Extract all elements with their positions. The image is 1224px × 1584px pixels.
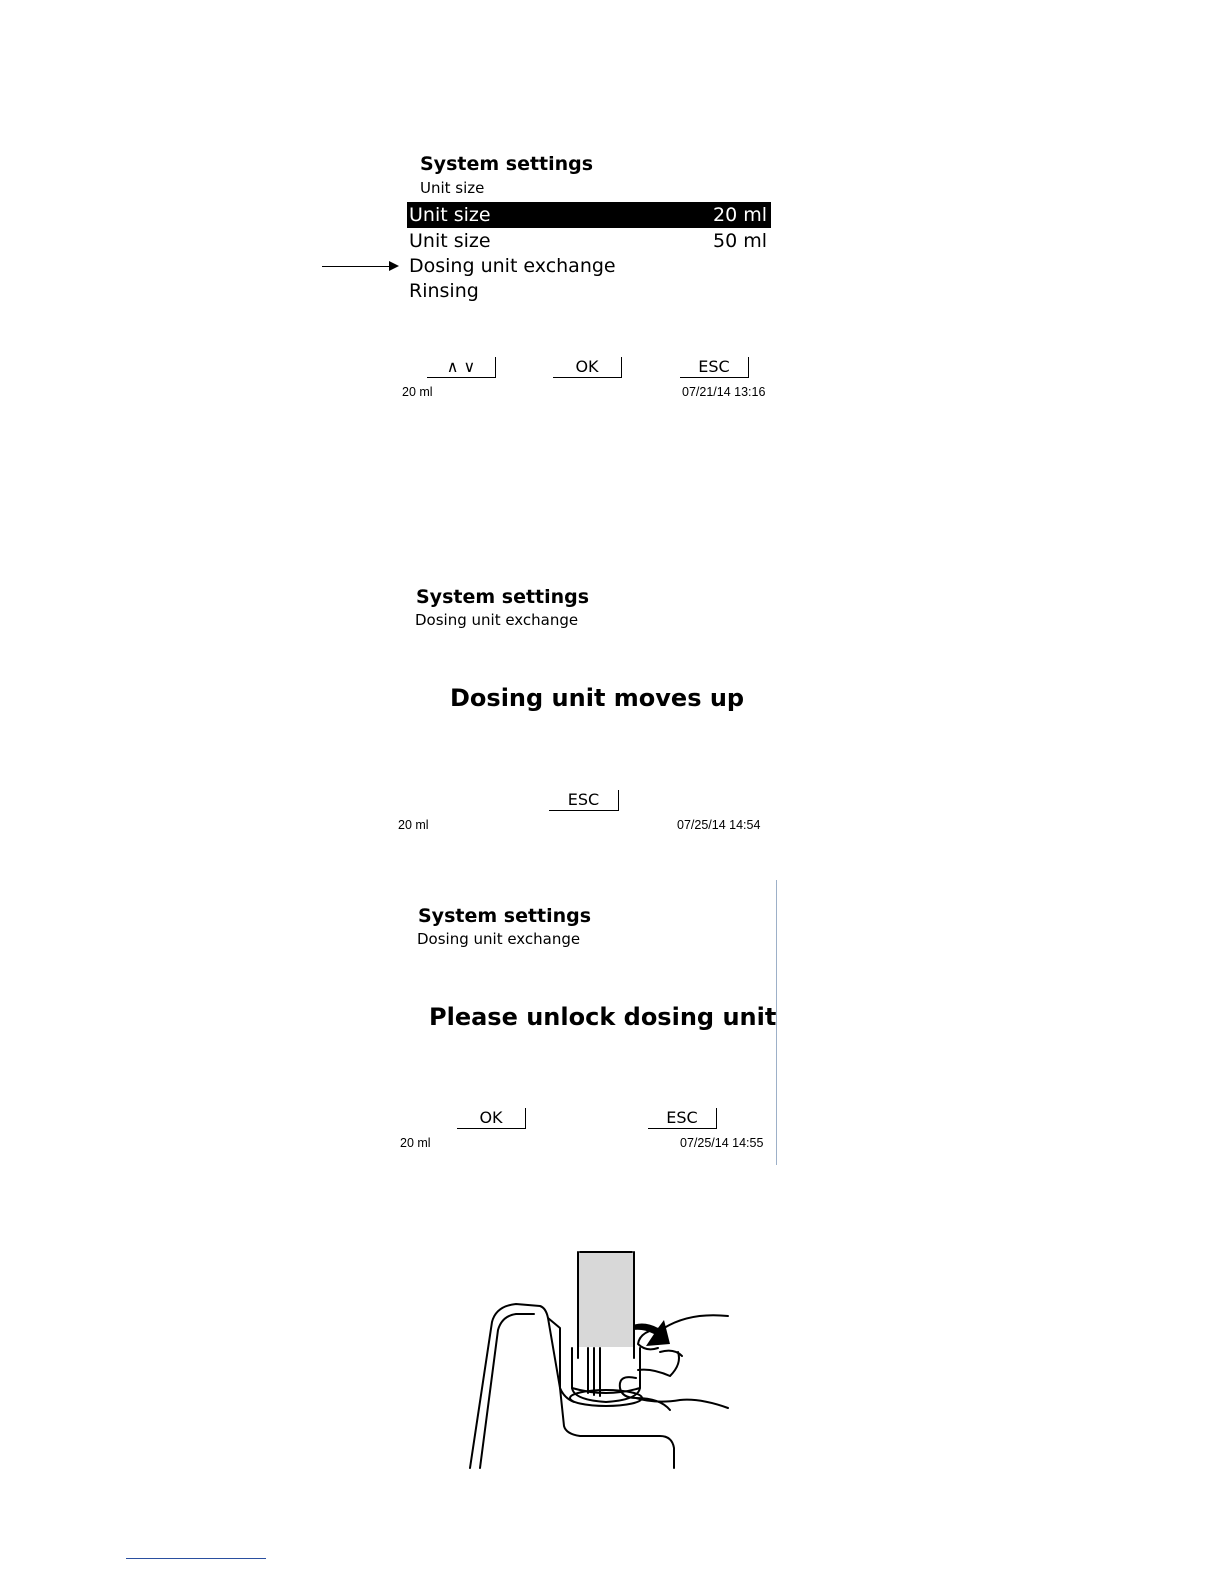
screen2-subtitle: Dosing unit exchange — [415, 611, 579, 629]
screen2-title: System settings — [416, 586, 590, 608]
status-unit-size: 20 ml — [400, 1136, 431, 1150]
status-unit-size: 20 ml — [402, 385, 433, 399]
unlock-dosing-unit-illustration — [460, 1248, 740, 1472]
screen3-title: System settings — [418, 905, 592, 927]
nav-up-down-button[interactable]: ∧ ∨ — [427, 357, 496, 378]
screen1-title: System settings — [420, 153, 594, 175]
esc-button[interactable]: ESC — [648, 1108, 717, 1129]
menu-item-value: 50 ml — [712, 230, 767, 252]
status-datetime: 07/25/14 14:55 — [680, 1136, 764, 1150]
menu-item-label: Unit size — [409, 230, 491, 252]
menu-item-rinsing[interactable] — [407, 278, 771, 304]
esc-button[interactable]: ESC — [680, 357, 749, 378]
screen3-message: Please unlock dosing unit — [429, 1003, 777, 1031]
status-datetime: 07/25/14 14:54 — [677, 818, 761, 832]
menu-item-label: Unit size — [409, 204, 491, 226]
ok-button[interactable]: OK — [457, 1108, 526, 1129]
menu-item-value: 20 ml — [712, 204, 767, 226]
menu-item-label: Rinsing — [409, 280, 479, 302]
screen3-subtitle: Dosing unit exchange — [417, 930, 581, 948]
screen-border-line — [776, 880, 777, 1165]
ok-button[interactable]: OK — [553, 357, 622, 378]
status-unit-size: 20 ml — [398, 818, 429, 832]
status-datetime: 07/21/14 13:16 — [682, 385, 766, 399]
esc-button[interactable]: ESC — [549, 790, 619, 811]
screen1-subtitle: Unit size — [420, 179, 485, 197]
screen2-message: Dosing unit moves up — [450, 684, 745, 712]
footnote-separator — [126, 1558, 266, 1559]
menu-item-unit-size-20[interactable] — [407, 202, 771, 228]
menu-item-unit-size-50[interactable] — [407, 228, 771, 254]
menu-item-dosing-unit-exchange[interactable] — [407, 253, 771, 279]
menu-item-label: Dosing unit exchange — [409, 255, 616, 277]
